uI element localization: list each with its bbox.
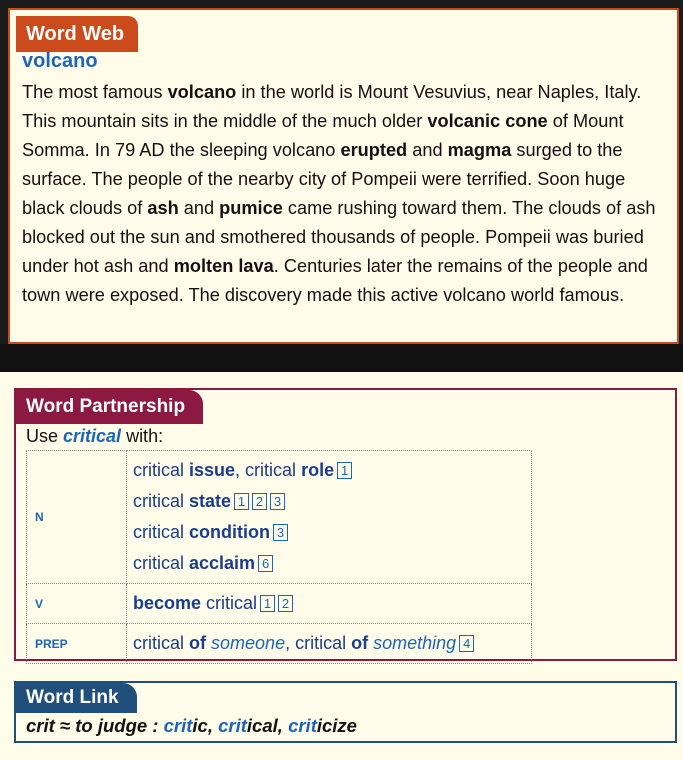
collocate-word: issue (189, 460, 236, 480)
word-root: crit (26, 715, 55, 736)
collocation-cell (127, 451, 532, 584)
collocation-table (26, 450, 532, 664)
collocate-word: become (133, 593, 202, 613)
collocation-cell (127, 584, 532, 624)
placeholder-word: something (373, 633, 457, 653)
text-run: The most famous (22, 82, 168, 102)
headword-text: , critical (285, 633, 352, 653)
word-web-box (8, 8, 679, 344)
use-suffix: with: (121, 426, 164, 446)
keyword: molten lava (173, 256, 274, 276)
collocation (133, 517, 525, 548)
sense-number-link[interactable]: 4 (459, 635, 474, 652)
sense-number-link[interactable]: 6 (258, 555, 273, 572)
collocation (133, 486, 525, 517)
sense-number-link[interactable]: 1 (260, 595, 275, 612)
collocation-row (27, 584, 532, 624)
keyword: magma (447, 140, 512, 160)
collocate-word: condition (189, 522, 270, 542)
collocation (133, 455, 525, 486)
collocate-word: of (351, 633, 369, 653)
keyword: ash (147, 198, 179, 218)
collocate-word: of (189, 633, 207, 653)
sense-number-link[interactable]: 2 (252, 493, 267, 510)
linked-word-ending: ic (192, 715, 208, 736)
headword-text: critical (133, 491, 190, 511)
collocation-row (27, 451, 532, 584)
linked-word-root: crit (288, 715, 317, 736)
use-prefix: Use (26, 426, 64, 446)
keyword: pumice (219, 198, 283, 218)
sense-number-link[interactable]: 3 (270, 493, 285, 510)
collocation (133, 588, 525, 619)
section-separator (0, 344, 683, 372)
sense-number-link[interactable]: 1 (337, 462, 352, 479)
use-with-line (26, 426, 163, 447)
sense-number-link[interactable]: 1 (234, 493, 249, 510)
headword-text: , critical (235, 460, 302, 480)
text-run: surged to the surface. The people of the nearby city of Pompeii were terrified. Soon huge black clouds of (22, 140, 626, 218)
collocation (133, 548, 525, 579)
word-link-line (26, 715, 357, 737)
separator: , (207, 715, 219, 736)
placeholder-word: someone (211, 633, 286, 653)
headword-text: critical (133, 460, 190, 480)
sense-number-link[interactable]: 2 (278, 595, 293, 612)
text-run: came rushing toward them. The clouds of ash blocked out the sun and smothered thousands of people. Pompeii was buried under hot ash and (22, 198, 656, 276)
text-run: . Centuries later the remains of the people and town were exposed. The discovery made this active volcano world famous. (22, 256, 648, 305)
collocation-cell (127, 624, 532, 664)
headword-text: critical (133, 633, 190, 653)
headword-text: critical (133, 553, 190, 573)
separator: , (277, 715, 289, 736)
approx-symbol: ≈ (54, 715, 76, 736)
linked-word-root: crit (163, 715, 193, 736)
use-keyword[interactable]: critical (63, 426, 122, 446)
collocation-row (27, 624, 532, 664)
text-run: in the world is Mount Vesuvius, near Naples, Italy. This mountain sits in the middle of the much older (22, 82, 642, 131)
root-meaning: to judge : (75, 715, 164, 736)
keyword: erupted (340, 140, 408, 160)
linked-word-ending: icize (316, 715, 357, 736)
collocate-word: state (189, 491, 232, 511)
text-run: of Mount Somma. In 79 AD the sleeping volcano (22, 111, 624, 160)
word-web-tab: Word Web (16, 16, 138, 52)
word-link-box (14, 681, 677, 743)
part-of-speech: V (27, 584, 127, 624)
word-web-paragraph (22, 78, 670, 310)
sense-number-link[interactable]: 3 (273, 524, 288, 541)
keyword: volcano (167, 82, 237, 102)
word-partnership-box (14, 388, 677, 661)
headword-text: critical (133, 522, 190, 542)
word-web-headword: volcano (22, 50, 98, 72)
linked-word-ending: ical (246, 715, 278, 736)
part-of-speech: N (27, 451, 127, 584)
word-partnership-tab: Word Partnership (16, 390, 203, 424)
headword-text: critical (201, 593, 258, 613)
collocate-word: role (301, 460, 335, 480)
word-link-tab: Word Link (16, 683, 137, 713)
part-of-speech: PREP (27, 624, 127, 664)
text-run: and (178, 198, 220, 218)
collocation (133, 628, 525, 659)
linked-word-root: crit (218, 715, 247, 736)
text-run: and (407, 140, 448, 160)
keyword: volcanic cone (427, 111, 548, 131)
collocate-word: acclaim (189, 553, 256, 573)
